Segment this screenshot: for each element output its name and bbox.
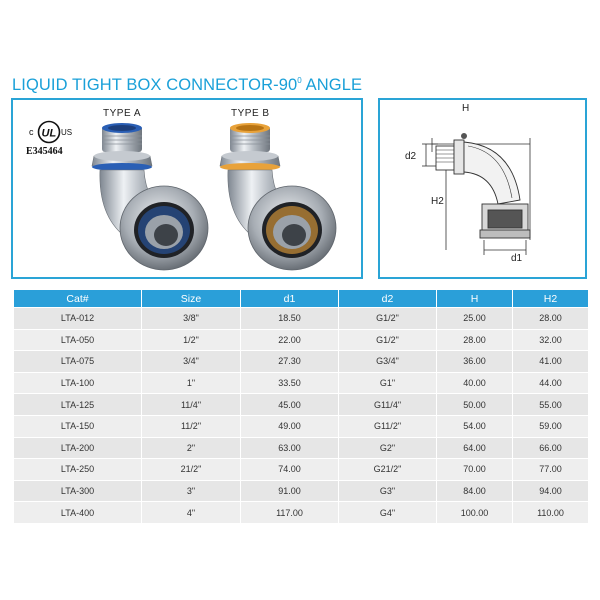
cell-cat: LTA-200 — [14, 437, 142, 459]
cell-cat: LTA-400 — [14, 502, 142, 524]
cell-h: 64.00 — [437, 437, 513, 459]
title-degree: 0 — [297, 76, 302, 85]
cell-h2: 94.00 — [513, 480, 589, 502]
cell-size: 3/8" — [142, 308, 241, 330]
cell-h: 84.00 — [437, 480, 513, 502]
cell-h2: 59.00 — [513, 415, 589, 437]
column-header-cat: Cat# — [14, 290, 142, 308]
title-tail: ANGLE — [301, 76, 363, 94]
cell-h: 40.00 — [437, 372, 513, 394]
column-header-size: Size — [142, 290, 241, 308]
type-a-fitting-image — [82, 122, 212, 277]
title-main: LIQUID TIGHT BOX CONNECTOR-90 — [12, 76, 298, 94]
cell-d1: 33.50 — [241, 372, 339, 394]
cell-h: 25.00 — [437, 308, 513, 330]
cell-d1: 27.30 — [241, 351, 339, 373]
cell-d2: G1/2" — [339, 329, 437, 351]
cell-d1: 18.50 — [241, 308, 339, 330]
cell-d2: G4" — [339, 502, 437, 524]
table-row — [14, 415, 589, 437]
cell-h2: 55.00 — [513, 394, 589, 416]
column-header-d2: d2 — [339, 290, 437, 308]
cell-size: 21/2" — [142, 459, 241, 481]
cell-d2: G3" — [339, 480, 437, 502]
column-header-h2: H2 — [513, 290, 589, 308]
type-b-fitting-image — [210, 122, 340, 277]
cell-size: 1/2" — [142, 329, 241, 351]
type-a-label: TYPE A — [103, 108, 142, 119]
cell-h2: 66.00 — [513, 437, 589, 459]
dim-h-label: H — [462, 103, 470, 114]
cell-size: 3/4" — [142, 351, 241, 373]
dim-d2-label: d2 — [405, 151, 417, 162]
cell-cat: LTA-250 — [14, 459, 142, 481]
table-row — [14, 502, 589, 524]
cell-d1: 117.00 — [241, 502, 339, 524]
cert-ul-mark: UL — [41, 127, 57, 140]
cell-d2: G21/2" — [339, 459, 437, 481]
column-header-d1: d1 — [241, 290, 339, 308]
cell-d2: G11/4" — [339, 394, 437, 416]
cell-cat: LTA-300 — [14, 480, 142, 502]
cell-d1: 91.00 — [241, 480, 339, 502]
spec-table — [13, 289, 589, 524]
cert-file-number: E345464 — [26, 146, 63, 157]
table-row — [14, 329, 589, 351]
cell-h: 70.00 — [437, 459, 513, 481]
dim-d1-label: d1 — [511, 253, 523, 264]
cell-h2: 32.00 — [513, 329, 589, 351]
cell-size: 4" — [142, 502, 241, 524]
cell-d2: G1" — [339, 372, 437, 394]
table-row — [14, 394, 589, 416]
cell-h: 50.00 — [437, 394, 513, 416]
cell-cat: LTA-150 — [14, 415, 142, 437]
cell-d1: 74.00 — [241, 459, 339, 481]
cell-h: 54.00 — [437, 415, 513, 437]
cell-d2: G3/4" — [339, 351, 437, 373]
cell-cat: LTA-012 — [14, 308, 142, 330]
cert-us-mark: US — [61, 128, 73, 137]
table-row — [14, 480, 589, 502]
cell-h: 36.00 — [437, 351, 513, 373]
cell-size: 2" — [142, 437, 241, 459]
cell-d2: G11/2" — [339, 415, 437, 437]
cell-h2: 77.00 — [513, 459, 589, 481]
cell-d2: G2" — [339, 437, 437, 459]
table-row — [14, 308, 589, 330]
table-row — [14, 372, 589, 394]
column-header-h: H — [437, 290, 513, 308]
cell-cat: LTA-050 — [14, 329, 142, 351]
cell-d1: 63.00 — [241, 437, 339, 459]
cell-size: 1" — [142, 372, 241, 394]
cell-cat: LTA-075 — [14, 351, 142, 373]
cell-cat: LTA-100 — [14, 372, 142, 394]
dim-h2-label: H2 — [431, 196, 444, 207]
table-row — [14, 351, 589, 373]
dimension-drawing — [380, 100, 585, 277]
cert-c-mark: c — [29, 127, 34, 137]
cell-size: 11/2" — [142, 415, 241, 437]
cell-h2: 28.00 — [513, 308, 589, 330]
spec-table-header-row — [14, 290, 589, 308]
cell-h2: 110.00 — [513, 502, 589, 524]
table-row — [14, 459, 589, 481]
cell-h2: 41.00 — [513, 351, 589, 373]
cell-size: 11/4" — [142, 394, 241, 416]
page-title — [12, 76, 362, 95]
cell-d2: G1/2" — [339, 308, 437, 330]
cell-d1: 45.00 — [241, 394, 339, 416]
cell-h: 100.00 — [437, 502, 513, 524]
cell-cat: LTA-125 — [14, 394, 142, 416]
cell-size: 3" — [142, 480, 241, 502]
cell-d1: 49.00 — [241, 415, 339, 437]
cell-d1: 22.00 — [241, 329, 339, 351]
table-row — [14, 437, 589, 459]
cell-h2: 44.00 — [513, 372, 589, 394]
cell-h: 28.00 — [437, 329, 513, 351]
type-b-label: TYPE B — [231, 108, 270, 119]
